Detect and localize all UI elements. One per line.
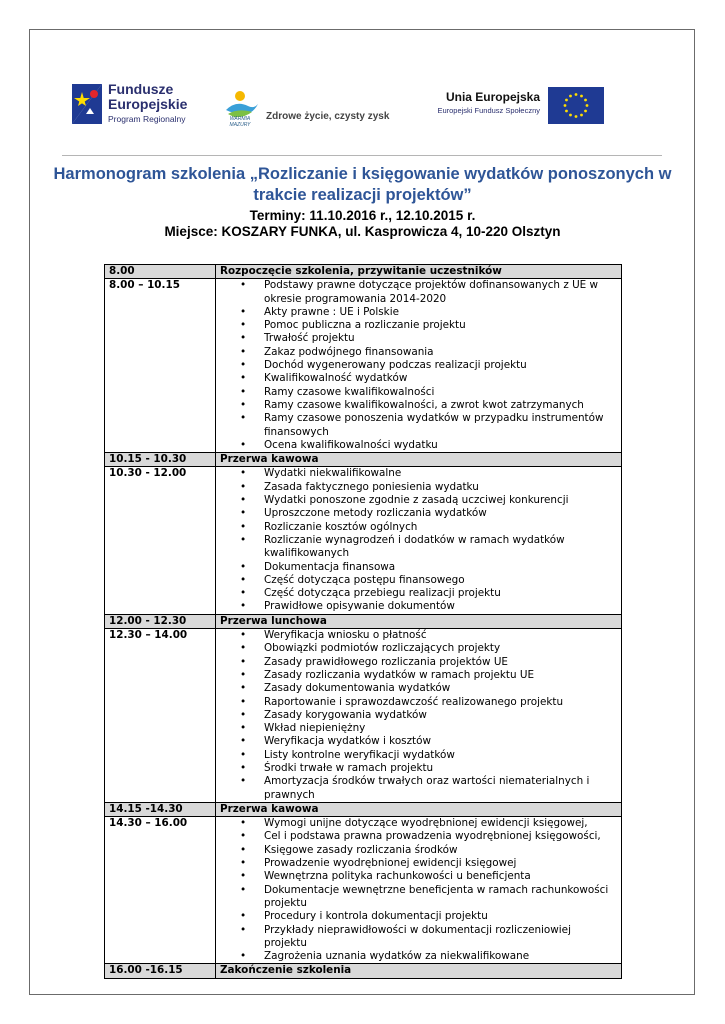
eu-star-icon	[565, 110, 568, 113]
event-place: Miejsce: KOSZARY FUNKA, ul. Kasprowicza 4, 10-220 Olsztyn	[164, 224, 561, 239]
topic-item: • Raportowanie i sprawozdawczość realizowanego projektu	[264, 696, 617, 709]
topic-item: • Zasady dokumentowania wydatków	[264, 682, 617, 695]
schedule-time: 10.30 - 12.00	[105, 467, 216, 614]
schedule-table	[104, 264, 622, 979]
topic-item: • Podstawy prawne dotyczące projektów dofinansowanych z UE w okresie programowania 2014-2020	[264, 279, 617, 306]
topic-item: • Ocena kwalifikowalności wydatku	[264, 439, 617, 452]
schedule-row-break	[105, 453, 622, 467]
topic-item: • Wymogi unijne dotyczące wyodrębnionej ewidencji księgowej,	[264, 817, 617, 830]
topic-item: • Ramy czasowe kwalifikowalności, a zwrot kwot zatrzymanych	[264, 399, 617, 412]
topic-item: • Prowadzenie wyodrębnionej ewidencji księgowej	[264, 857, 617, 870]
topic-item: • Wkład niepieniężny	[264, 722, 617, 735]
topic-item: • Zasady rozliczania wydatków w ramach projektu UE	[264, 669, 617, 682]
topic-item: • Pomoc publiczna a rozliczanie projektu	[264, 319, 617, 332]
schedule-row	[105, 629, 622, 803]
page-title: Harmonogram szkolenia „Rozliczanie i księgowanie wydatków ponoszonych w trakcie realizacji projektów”	[53, 165, 672, 204]
schedule-time: 14.15 -14.30	[105, 802, 216, 816]
schedule-topics	[216, 817, 622, 964]
eu-star-icon	[564, 104, 567, 107]
topic-item: • Weryfikacja wniosku o płatność	[264, 629, 617, 642]
topic-item: • Uproszczone metody rozliczania wydatków	[264, 507, 617, 520]
schedule-row-break	[105, 964, 622, 978]
eu-star-icon	[584, 99, 587, 102]
topic-item: • Weryfikacja wydatków i kosztów	[264, 735, 617, 748]
topic-item: • Listy kontrolne weryfikacji wydatków	[264, 749, 617, 762]
schedule-time: 12.00 - 12.30	[105, 614, 216, 628]
schedule-topics	[216, 279, 622, 453]
header-separator	[62, 155, 662, 156]
ue-logo-text	[426, 90, 540, 115]
ue-logo-line1: Unia Europejska	[445, 90, 540, 104]
topic-item: • Część dotycząca postępu finansowego	[264, 574, 617, 587]
topic-item: • Środki trwałe w ramach projektu	[264, 762, 617, 775]
eu-star-icon	[586, 104, 589, 107]
schedule-label: Zakończenie szkolenia	[216, 964, 622, 978]
topic-list	[220, 817, 617, 963]
topic-item: • Dokumentacje wewnętrzne beneficjenta w ramach rachunkowości projektu	[264, 884, 617, 911]
event-info	[40, 208, 685, 240]
topic-item: • Ramy czasowe kwalifikowalności	[264, 386, 617, 399]
schedule-topics	[216, 629, 622, 803]
eu-star-icon	[580, 114, 583, 117]
eu-star-icon	[575, 115, 578, 118]
topic-list	[220, 279, 617, 452]
eu-star-icon	[575, 93, 578, 96]
eu-star-icon	[569, 95, 572, 98]
schedule-row-break	[105, 265, 622, 279]
wm-logo-slogan: Zdrowe życie, czysty zysk	[266, 111, 390, 122]
topic-item: • Procedury i kontrola dokumentacji projektu	[264, 910, 617, 923]
schedule-time: 8.00	[105, 265, 216, 279]
topic-item: • Kwalifikowalność wydatków	[264, 372, 617, 385]
topic-item: • Cel i podstawa prawna prowadzenia wyodrębnionej księgowości,	[264, 830, 617, 843]
topic-item: • Przykłady nieprawidłowości w dokumentacji rozliczeniowiej projektu	[264, 924, 617, 951]
topic-item: • Wydatki niekwalifikowalne	[264, 467, 617, 480]
schedule-time: 12.30 – 14.00	[105, 629, 216, 803]
wm-logo-caption: WARMIA MAZURY	[229, 116, 251, 128]
topic-item: • Zasada faktycznego poniesienia wydatku	[264, 481, 617, 494]
topic-item: • Akty prawne : UE i Polskie	[264, 306, 617, 319]
schedule-time: 14.30 – 16.00	[105, 817, 216, 964]
eu-star-icon	[565, 99, 568, 102]
schedule-row	[105, 279, 622, 453]
topic-item: • Trwałość projektu	[264, 332, 617, 345]
topic-item: • Zagrożenia uznania wydatków za niekwalifikowane	[264, 950, 617, 963]
schedule-label: Przerwa kawowa	[216, 802, 622, 816]
schedule-time: 10.15 - 10.30	[105, 453, 216, 467]
schedule-time: 16.00 -16.15	[105, 964, 216, 978]
topic-item: • Zasady korygowania wydatków	[264, 709, 617, 722]
schedule-label: Przerwa kawowa	[216, 453, 622, 467]
schedule-row	[105, 817, 622, 964]
topic-list	[220, 629, 617, 802]
fe-logo-line2: Europejskie	[108, 96, 188, 112]
topic-item: • Dochód wygenerowany podczas realizacji projektu	[264, 359, 617, 372]
fe-logo-line1: Fundusze	[108, 81, 174, 97]
fe-logo-text	[108, 82, 187, 124]
topic-item: • Zakaz podwójnego finansowania	[264, 346, 617, 359]
eu-star-icon	[569, 114, 572, 117]
topic-item: • Zasady prawidłowego rozliczania projektów UE	[264, 656, 617, 669]
event-terms: Terminy: 11.10.2016 r., 12.10.2015 r.	[249, 208, 476, 223]
topic-item: • Wydatki ponoszone zgodnie z zasadą uczciwej konkurencji	[264, 494, 617, 507]
schedule-topics	[216, 467, 622, 614]
ue-logo-line2: Europejski Fundusz Społeczny	[437, 106, 540, 115]
topic-item: • Rozliczanie kosztów ogólnych	[264, 521, 617, 534]
schedule-row	[105, 467, 622, 614]
schedule-row-break	[105, 802, 622, 816]
topic-item: • Wewnętrzna polityka rachunkowości u beneficjenta	[264, 870, 617, 883]
topic-item: • Prawidłowe opisywanie dokumentów	[264, 600, 617, 613]
topic-item: • Amortyzacja środków trwałych oraz wartości niematerialnych i prawnych	[264, 775, 617, 802]
eu-star-icon	[584, 110, 587, 113]
schedule-label: Przerwa lunchowa	[216, 614, 622, 628]
fe-logo-line3: Program Regionalny	[108, 114, 186, 124]
schedule-time: 8.00 – 10.15	[105, 279, 216, 453]
fe-star-icon	[70, 80, 104, 126]
topic-list	[220, 467, 617, 613]
topic-item: • Ramy czasowe ponoszenia wydatków w przypadku instrumentów finansowych	[264, 412, 617, 439]
schedule-label: Rozpoczęcie szkolenia, przywitanie uczestników	[216, 265, 622, 279]
eu-flag-icon	[548, 87, 604, 124]
topic-item: • Dokumentacja finansowa	[264, 561, 617, 574]
schedule-row-break	[105, 614, 622, 628]
logo-strip	[70, 78, 610, 130]
topic-item: • Część dotycząca przebiegu realizacji projektu	[264, 587, 617, 600]
topic-item: • Księgowe zasady rozliczania środków	[264, 844, 617, 857]
topic-item: • Rozliczanie wynagrodzeń i dodatków w ramach wydatków kwalifikowanych	[264, 534, 617, 561]
eu-star-icon	[580, 95, 583, 98]
topic-item: • Obowiązki podmiotów rozliczających projekty	[264, 642, 617, 655]
